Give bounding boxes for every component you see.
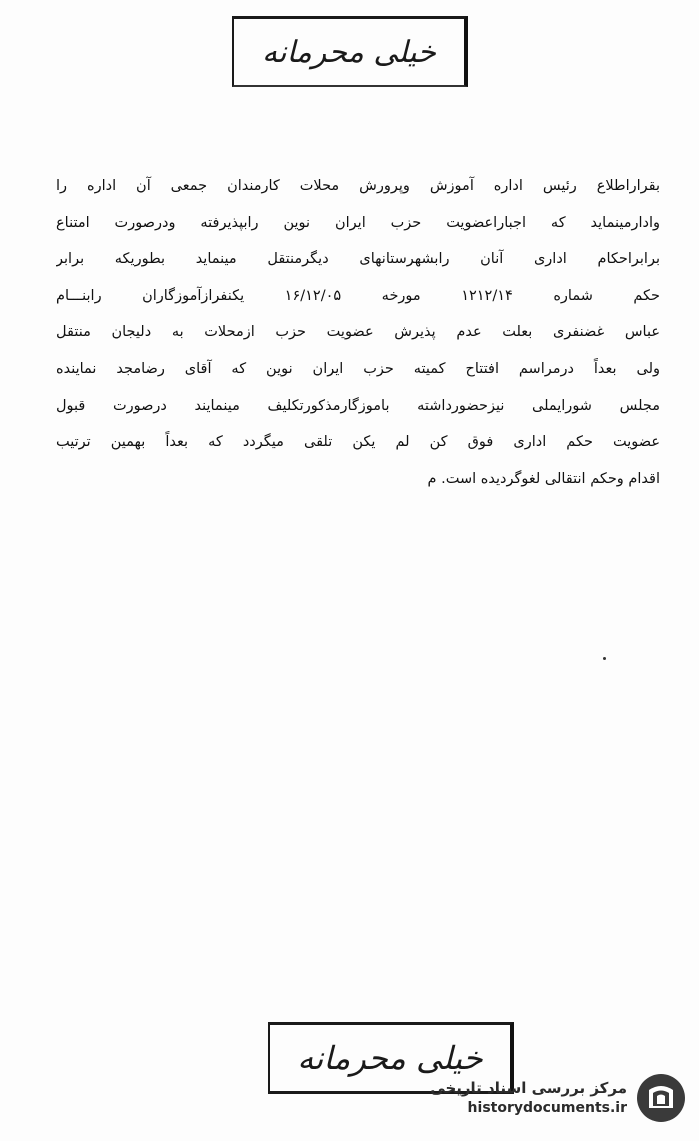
body-line: برابراحکام اداری آنان رابشهرستانهای دیگرمنتقل مینماید بطوریکه برابر: [56, 251, 660, 268]
body-line: بقراراطلاع رئیس اداره آموزش وپرورش محلات کارمندان جمعی آن اداره را: [56, 178, 660, 194]
watermark-url: historydocuments.ir: [467, 1100, 627, 1116]
body-line: عضویت حکم اداری فوق کن لم یکن تلقی میگردد که بعداً بهمین ترتیب: [56, 434, 660, 451]
watermark-title: مرکز بررسی اسناد تاریخی: [430, 1079, 627, 1097]
document-body: [56, 168, 660, 497]
confidential-stamp-top: [232, 16, 468, 87]
body-line: حکم شماره ۱۲۱۲/۱۴ مورخه ۱۶/۱۲/۰۵ یکنفرازآموزگاران رابنـــام: [56, 287, 660, 304]
archive-logo-icon: [635, 1072, 687, 1124]
watermark: [397, 1063, 687, 1133]
body-line: مجلس شورایملی نیزحضورداشته باموزگارمذکورتکلیف مینمایند درصورت قبول: [56, 397, 660, 414]
stamp-top-text: خیلی محرمانه: [262, 34, 436, 70]
stamp-bottom-text: خیلی محرمانه: [297, 1039, 483, 1077]
body-line: عباس غضنفری بعلت عدم پذیرش عضویت حزب ازمحلات به دلیجان منتقل: [56, 324, 660, 341]
body-line: وادارمینماید که اجباراعضویت حزب ایران نوین رابپذیرفته ودرصورت امتناع: [56, 214, 660, 231]
scan-speck: [603, 657, 606, 660]
body-line: اقدام وحکم انتقالی لغوگردیده است. م: [427, 470, 660, 487]
body-line: ولی بعداً درمراسم افتتاح کمیته حزب ایران نوین که آقای رضامجد نماینده: [56, 360, 660, 377]
watermark-text: [430, 1078, 627, 1118]
